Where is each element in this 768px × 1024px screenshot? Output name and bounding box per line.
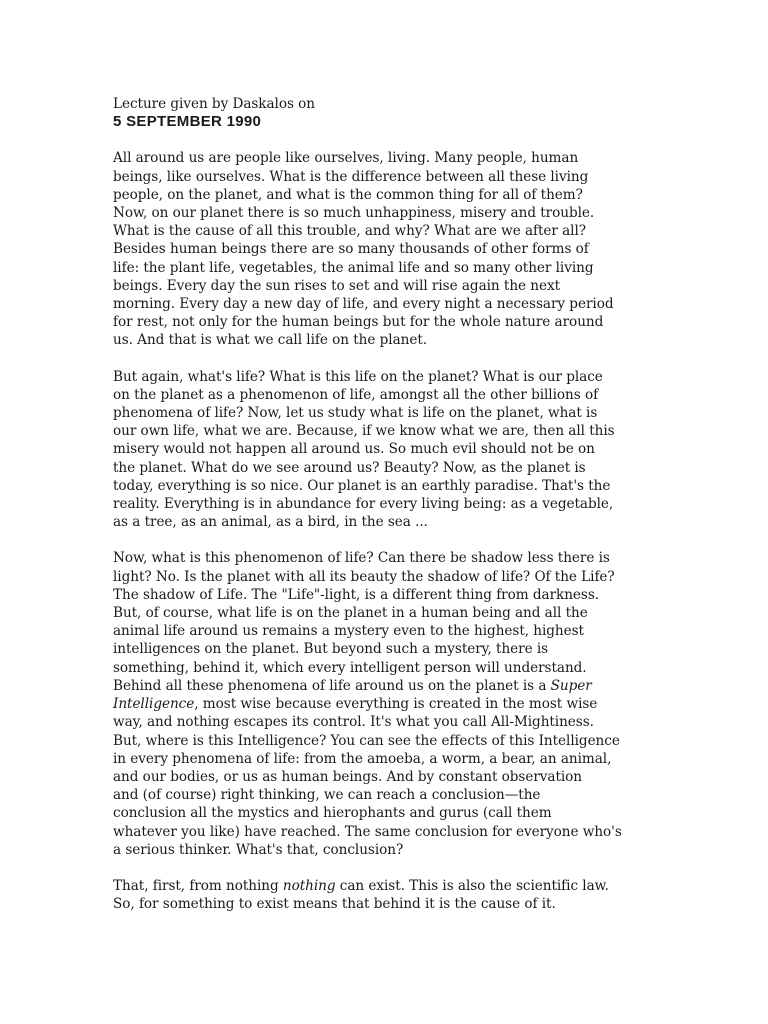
text-line: All around us are people like ourselves, living. Many people, human xyxy=(113,150,579,167)
text-line: something, behind it, which every intelligent person will understand. xyxy=(113,659,587,676)
text-line: intelligences on the planet. But beyond such a mystery, there is xyxy=(113,641,549,658)
text-line: So, for something to exist means that behind it is the cause of it. xyxy=(113,896,556,913)
paragraph-4 xyxy=(113,877,658,913)
text-line: as a tree, as an animal, as a bird, in the sea ... xyxy=(113,514,428,531)
text-line: conclusion all the mystics and hierophants and gurus (call them xyxy=(113,805,552,822)
text-line: us. And that is what we call life on the planet. xyxy=(113,332,428,349)
text-line: What is the cause of all this trouble, and why? What are we after all? xyxy=(113,223,587,240)
italic-phrase: nothing xyxy=(282,877,336,894)
text-fragment: , most wise because everything is created in the most wise xyxy=(194,696,598,713)
text-line: way, and nothing escapes its control. It's what you call All-Mightiness. xyxy=(113,714,594,731)
text-fragment: can exist. This is also the scientific law. xyxy=(335,877,609,894)
text-line: Now, what is this phenomenon of life? Can there be shadow less there is xyxy=(113,550,610,567)
text-line: light? No. Is the planet with all its beauty the shadow of life? Of the Life? xyxy=(113,568,615,585)
text-line: animal life around us remains a mystery even to the highest, highest xyxy=(113,623,584,640)
text-line: Besides human beings there are so many thousands of other forms of xyxy=(113,241,589,258)
text-line xyxy=(113,695,658,713)
text-line: Now, on our planet there is so much unhappiness, misery and trouble. xyxy=(113,205,595,222)
text-line: and our bodies, or us as human beings. And by constant observation xyxy=(113,768,583,785)
text-line: and (of course) right thinking, we can reach a conclusion—the xyxy=(113,787,541,804)
text-line: the planet. What do we see around us? Beauty? Now, as the planet is xyxy=(113,459,586,476)
text-line: phenomena of life? Now, let us study what is life on the planet, what is xyxy=(113,405,598,422)
document-page xyxy=(113,95,658,913)
text-line: morning. Every day a new day of life, and every night a necessary period xyxy=(113,296,614,313)
text-line: beings. Every day the sun rises to set and will rise again the next xyxy=(113,277,561,294)
text-line: in every phenomena of life: from the amoeba, a worm, a bear, an animal, xyxy=(113,750,612,767)
text-line: on the planet as a phenomenon of life, amongst all the other billions of xyxy=(113,386,599,403)
text-line: But, of course, what life is on the planet in a human being and all the xyxy=(113,605,588,622)
text-line: our own life, what we are. Because, if we know what we are, then all this xyxy=(113,423,615,440)
text-line: The shadow of Life. The "Life"-light, is a different thing from darkness. xyxy=(113,586,600,603)
lecture-intro: Lecture given by Daskalos on xyxy=(113,96,316,112)
paragraph-2 xyxy=(113,368,658,532)
text-fragment: Behind all these phenomena of life around us on the planet is a xyxy=(113,677,551,694)
text-line: misery would not happen all around us. So much evil should not be on xyxy=(113,441,595,458)
paragraph-1 xyxy=(113,149,658,349)
text-line: life: the plant life, vegetables, the animal life and so many other living xyxy=(113,259,594,276)
text-line: But, where is this Intelligence? You can see the effects of this Intelligence xyxy=(113,732,620,749)
text-line: But again, what's life? What is this life on the planet? What is our place xyxy=(113,368,603,385)
lecture-date: 5 SEPTEMBER 1990 xyxy=(113,113,262,131)
italic-phrase: Super xyxy=(550,677,592,694)
text-line: for rest, not only for the human beings but for the whole nature around xyxy=(113,314,604,331)
text-line: a serious thinker. What's that, conclusion? xyxy=(113,841,404,858)
paragraph-3 xyxy=(113,549,658,858)
text-line xyxy=(113,677,658,695)
italic-phrase: Intelligence xyxy=(113,696,195,713)
text-line xyxy=(113,877,658,895)
text-fragment: That, first, from nothing xyxy=(113,877,283,894)
text-line: beings, like ourselves. What is the difference between all these living xyxy=(113,168,589,185)
text-line: today, everything is so nice. Our planet is an earthly paradise. That's the xyxy=(113,477,611,494)
text-line: people, on the planet, and what is the common thing for all of them? xyxy=(113,186,583,203)
text-line: whatever you like) have reached. The same conclusion for everyone who's xyxy=(113,823,622,840)
text-line: reality. Everything is in abundance for every living being: as a vegetable, xyxy=(113,496,614,513)
